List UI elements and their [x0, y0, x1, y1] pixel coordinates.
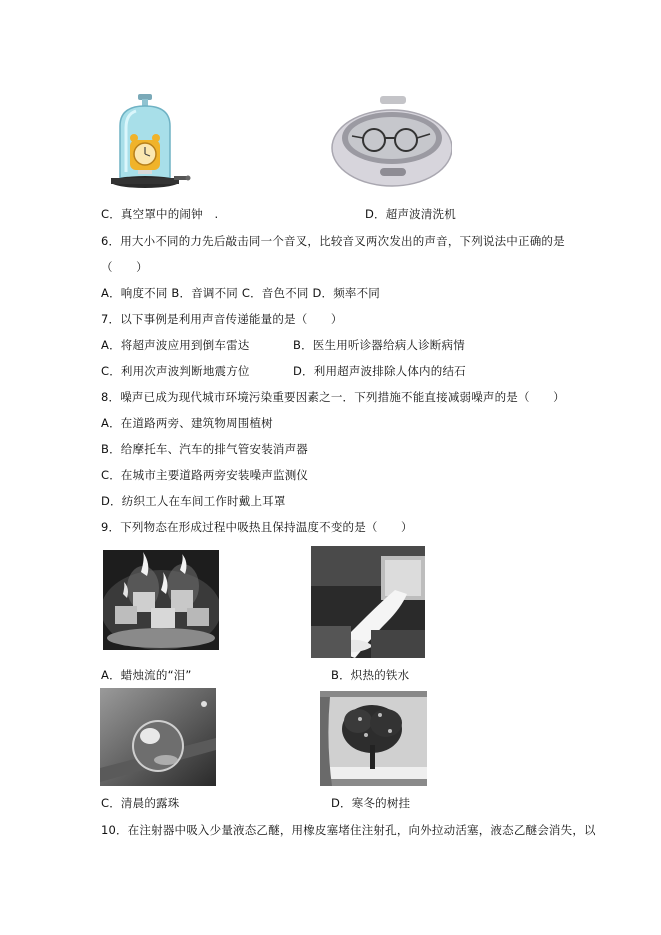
question-7-option-d: D．利用超声波排除人体内的结石 [293, 364, 466, 378]
frosted-tree-photo [320, 691, 427, 786]
question-6-options: A．响度不同 B．音调不同 C．音色不同 D．频率不同 [101, 286, 381, 300]
option-c-label: C．真空罩中的闹钟 . [101, 207, 219, 221]
question-7-option-b: B．医生用听诊器给病人诊断病情 [293, 338, 465, 352]
option-d-label: D．超声波清洗机 [365, 207, 456, 221]
question-10-stem: 10．在注射器中吸入少量液态乙醚，用橡皮塞堵住注射孔，向外拉动活塞，液态乙醚会消失，以 [101, 823, 596, 837]
question-6-bracket: （ ） [101, 260, 148, 274]
molten-iron-photo [311, 546, 425, 658]
question-6-stem: 6．用大小不同的力先后敲击同一个音叉，比较音叉两次发出的声音，下列说法中正确的是 [101, 234, 565, 248]
question-9-option-b: B．炽热的铁水 [331, 668, 410, 682]
question-8-stem: 8．噪声已成为现代城市环境污染重要因素之一．下列措施不能直接减弱噪声的是（ ） [101, 390, 565, 404]
candles-photo [103, 550, 219, 650]
question-8-option-a: A．在道路两旁、建筑物周围植树 [101, 416, 273, 430]
question-7-option-a: A．将超声波应用到倒车雷达 [101, 338, 250, 352]
question-9-option-c: C．清晨的露珠 [101, 796, 180, 810]
ultrasonic-cleaner-image [330, 96, 452, 192]
bell-jar-alarm-clock-image [108, 94, 192, 194]
question-7-stem: 7．以下事例是利用声音传递能量的是（ ） [101, 312, 343, 326]
question-9-stem: 9．下列物态在形成过程中吸热且保持温度不变的是（ ） [101, 520, 413, 534]
question-9-option-a: A．蜡烛流的“泪” [101, 668, 192, 682]
question-7-option-c: C．利用次声波判断地震方位 [101, 364, 250, 378]
question-9-option-d: D．寒冬的树挂 [331, 796, 411, 810]
question-8-option-d: D．纺织工人在车间工作时戴上耳罩 [101, 494, 286, 508]
question-8-option-c: C．在城市主要道路两旁安装噪声监测仪 [101, 468, 309, 482]
dew-drop-photo [100, 688, 216, 786]
question-8-option-b: B．给摩托车、汽车的排气管安装消声器 [101, 442, 308, 456]
